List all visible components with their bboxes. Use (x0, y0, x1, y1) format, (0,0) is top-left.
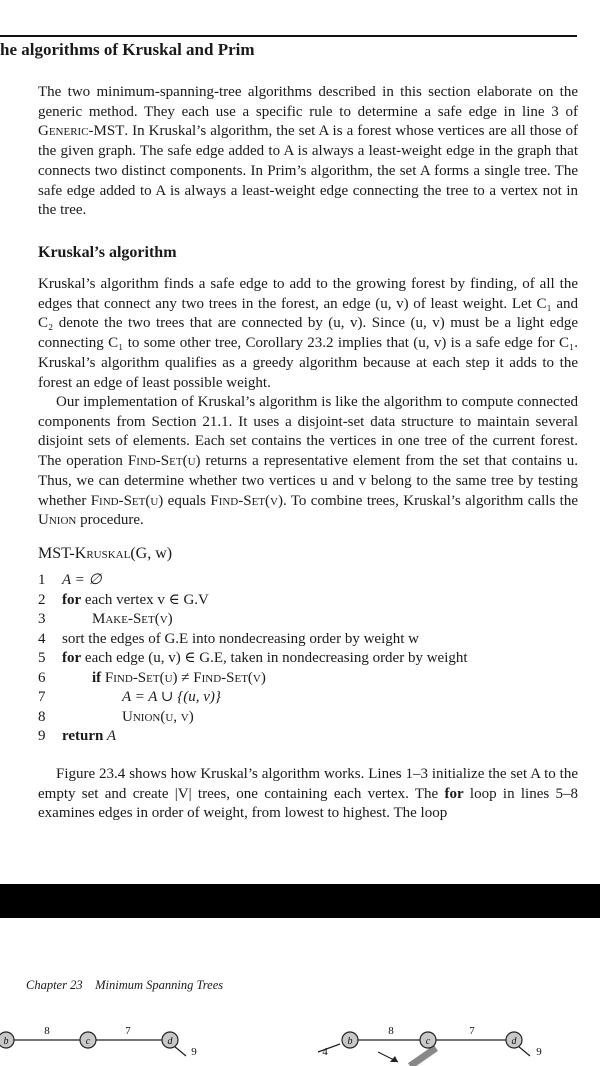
algorithm-title: MST-Kruskal(G, w) (38, 545, 173, 562)
top-rule (0, 35, 577, 37)
edge-weight: 4 (322, 1046, 328, 1058)
node-label: b (347, 1036, 353, 1047)
kruskal-heading: Kruskal’s algorithm (38, 244, 177, 261)
pseudocode (38, 571, 468, 747)
node-label: b (3, 1036, 9, 1047)
closing-paragraph: Figure 23.4 shows how Kruskal’s algorithm works. Lines 1–3 initialize the set A to the empty set and create |V| trees, one containing each vertex. The for loop in lines 5–8 examines edges in order of weight, from lowest to highest. The loop (38, 766, 578, 822)
graph-figure (0, 1018, 600, 1066)
section-title: he algorithms of Kruskal and Prim (0, 40, 255, 59)
code-line: 7 A = A ∪ {(u, v)} (38, 689, 221, 705)
edge-weight: 7 (469, 1025, 475, 1037)
generic-mst-name: Generic-MST (38, 123, 125, 140)
kruskal-paragraph-2: Our implementation of Kruskal’s algorithm is like the algorithm to compute connected components from Section 21.1. It uses a disjoint-set data structure to maintain several disjoint sets of elements. Each set contains the vertices in one tree of the current forest. The operation Find-Set(u) returns a representative element from the set that contains u. Thus, we can determine whether two vertices u and v belong to the same tree by testing whether Find-Set(u) equals Find-Set(v). To combine trees, Kruskal’s algorithm calls the Union procedure. (38, 394, 578, 529)
node-label: d (167, 1036, 173, 1047)
code-line: 8 Union(u, v) (38, 708, 194, 725)
code-line: 2 for each vertex v ∈ G.V (38, 591, 209, 608)
code-line: 9 return A (38, 728, 117, 744)
node-label: d (511, 1036, 517, 1047)
code-line: 1 A = ∅ (38, 572, 102, 588)
edge-weight: 7 (125, 1025, 131, 1037)
code-line: 4 sort the edges of G.E into nondecreasing order by weight w (38, 630, 419, 647)
node-label: c (85, 1036, 91, 1047)
kruskal-paragraph-1: Kruskal’s algorithm finds a safe edge to add to the growing forest by finding, of all the edges that connect any two trees in the forest, an edge (u, v) of least weight. Let C₁ and C₂ denote the two trees that are connected by (u, v). Since (u, v) must be a light edge connecting C₁ to some other tree, Corollary 23.2 implies that (u, v) is a safe edge for C₁. Kruskal’s algorithm qualifies as a greedy algorithm because at each step it adds to the forest an edge of least possible weight. (38, 276, 578, 391)
edge-weight: 9 (536, 1046, 542, 1058)
next-page-header: Chapter 23 Minimum Spanning Trees (26, 978, 224, 992)
edge-weight: 9 (191, 1046, 197, 1058)
page-divider-bar (0, 884, 600, 918)
intro-paragraph: The two minimum-spanning-tree algorithms described in this section elaborate on the generic method. They each use a specific rule to determine a safe edge in line 3 of Generic-MST. In Kruskal’s algorithm, the set A is a forest whose vertices are all those of the given graph. The safe edge added to A is always a least-weight edge in the graph that connects two distinct components. In Prim’s algorithm, the set A forms a single tree. The safe edge added to A is always a least-weight edge connecting the tree to a vertex not in the tree. (38, 84, 578, 219)
code-line: 3 Make-Set(v) (38, 611, 173, 627)
code-line: 6 if Find-Set(u) ≠ Find-Set(v) (38, 669, 266, 686)
edge-weight: 8 (388, 1025, 394, 1037)
code-line: 5 for each edge (u, v) ∈ G.E, taken in nondecreasing order by weight (38, 650, 468, 666)
node-label: c (425, 1036, 431, 1047)
edge-weight: 8 (44, 1025, 50, 1037)
